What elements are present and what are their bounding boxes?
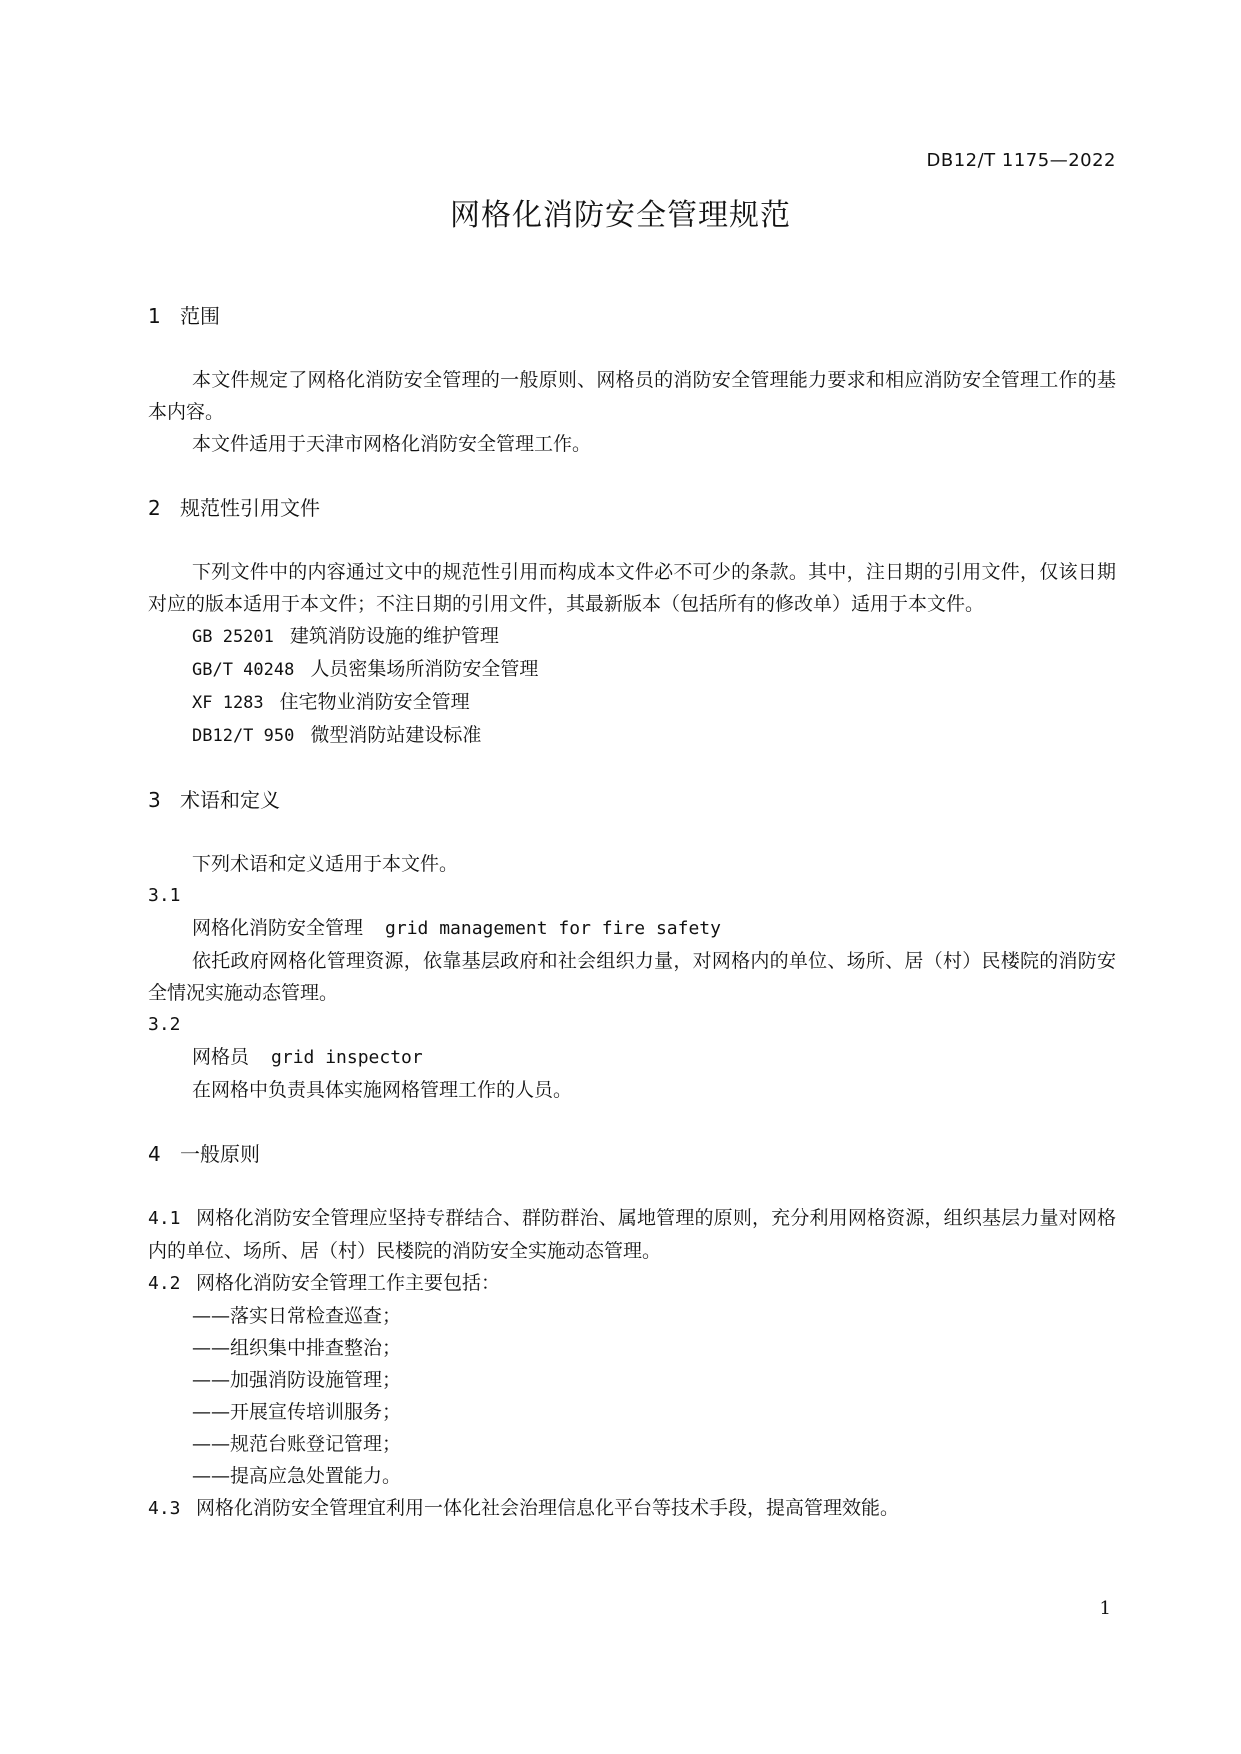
dash-list: [148, 1300, 1116, 1492]
list-item: ——组织集中排查整治；: [192, 1337, 402, 1359]
paragraph: 下列术语和定义适用于本文件。: [192, 853, 459, 875]
section-number: 1: [148, 304, 161, 328]
reference-item: [192, 686, 1116, 719]
term-definition: 依托政府网格化管理资源，依靠基层政府和社会组织力量，对网格内的单位、场所、居（村）民楼院的消防安全情况实施动态管理。: [148, 950, 1116, 1004]
reference-code: DB12/T 950: [192, 726, 295, 746]
reference-item: [192, 653, 1116, 686]
list-item: ——加强消防设施管理；: [192, 1369, 402, 1391]
clause-text: 网格化消防安全管理应坚持专群结合、群防群治、属地管理的原则，充分利用网格资源，组织基层力量对网格内的单位、场所、居（村）民楼院的消防安全实施动态管理。: [148, 1207, 1116, 1262]
section-title: 规范性引用文件: [180, 496, 320, 520]
list-item: ——规范台账登记管理；: [192, 1433, 402, 1455]
clause-number: 4.2: [148, 1273, 181, 1294]
document-number: DB12/T 1175—2022: [926, 150, 1116, 171]
section-number: 4: [148, 1142, 161, 1166]
clause-4-1: [148, 1202, 1116, 1267]
section-number: 3: [148, 788, 161, 812]
clause-number: 3.2: [148, 1014, 181, 1035]
list-item: ——提高应急处置能力。: [192, 1465, 402, 1487]
term-zh: 网格员: [192, 1046, 250, 1068]
clause-number: 4.3: [148, 1498, 181, 1519]
reference-code: GB/T 40248: [192, 660, 295, 680]
section-heading-1: [148, 300, 1116, 332]
reference-name: 住宅物业消防安全管理: [279, 691, 470, 713]
term-entry: [148, 912, 1116, 945]
document-body: [148, 300, 1116, 1525]
section-title: 范围: [180, 304, 220, 328]
term-definition: 在网格中负责具体实施网格管理工作的人员。: [192, 1079, 573, 1101]
section-heading-3: [148, 784, 1116, 816]
clause-number: 3.1: [148, 885, 181, 906]
term-en: grid inspector: [271, 1047, 423, 1068]
paragraph: 下列文件中的内容通过文中的规范性引用而构成本文件必不可少的条款。其中，注日期的引用文件，仅该日期对应的版本适用于本文件；不注日期的引用文件，其最新版本（包括所有的修改单）适用于本文件。: [148, 561, 1116, 615]
section-heading-2: [148, 492, 1116, 524]
section-heading-4: [148, 1138, 1116, 1170]
reference-item: [192, 620, 1116, 653]
term-entry: [148, 1041, 1116, 1074]
paragraph: 本文件规定了网格化消防安全管理的一般原则、网格员的消防安全管理能力要求和相应消防安全管理工作的基本内容。: [148, 369, 1116, 423]
list-item: ——开展宣传培训服务；: [192, 1401, 402, 1423]
section-title: 一般原则: [180, 1142, 260, 1166]
page-number: 1: [1099, 1598, 1111, 1619]
clause-text: 网格化消防安全管理宜利用一体化社会治理信息化平台等技术手段，提高管理效能。: [196, 1497, 900, 1519]
list-item: ——落实日常检查巡查；: [192, 1305, 402, 1327]
normative-references-list: [148, 620, 1116, 752]
reference-code: XF 1283: [192, 693, 264, 713]
clause-4-3: [148, 1492, 1116, 1525]
term-zh: 网格化消防安全管理: [192, 917, 364, 939]
reference-item: [192, 719, 1116, 752]
section-number: 2: [148, 496, 161, 520]
paragraph: 本文件适用于天津市网格化消防安全管理工作。: [192, 433, 592, 455]
reference-code: GB 25201: [192, 627, 274, 647]
clause-number: 4.1: [148, 1208, 181, 1229]
term-en: grid management for fire safety: [385, 918, 721, 939]
reference-name: 建筑消防设施的维护管理: [289, 625, 499, 647]
page-title: 网格化消防安全管理规范: [450, 198, 791, 233]
clause-text: 网格化消防安全管理工作主要包括：: [196, 1272, 501, 1294]
reference-name: 微型消防站建设标准: [310, 724, 482, 746]
clause-4-2: [148, 1267, 1116, 1300]
section-title: 术语和定义: [180, 788, 280, 812]
reference-name: 人员密集场所消防安全管理: [310, 658, 539, 680]
